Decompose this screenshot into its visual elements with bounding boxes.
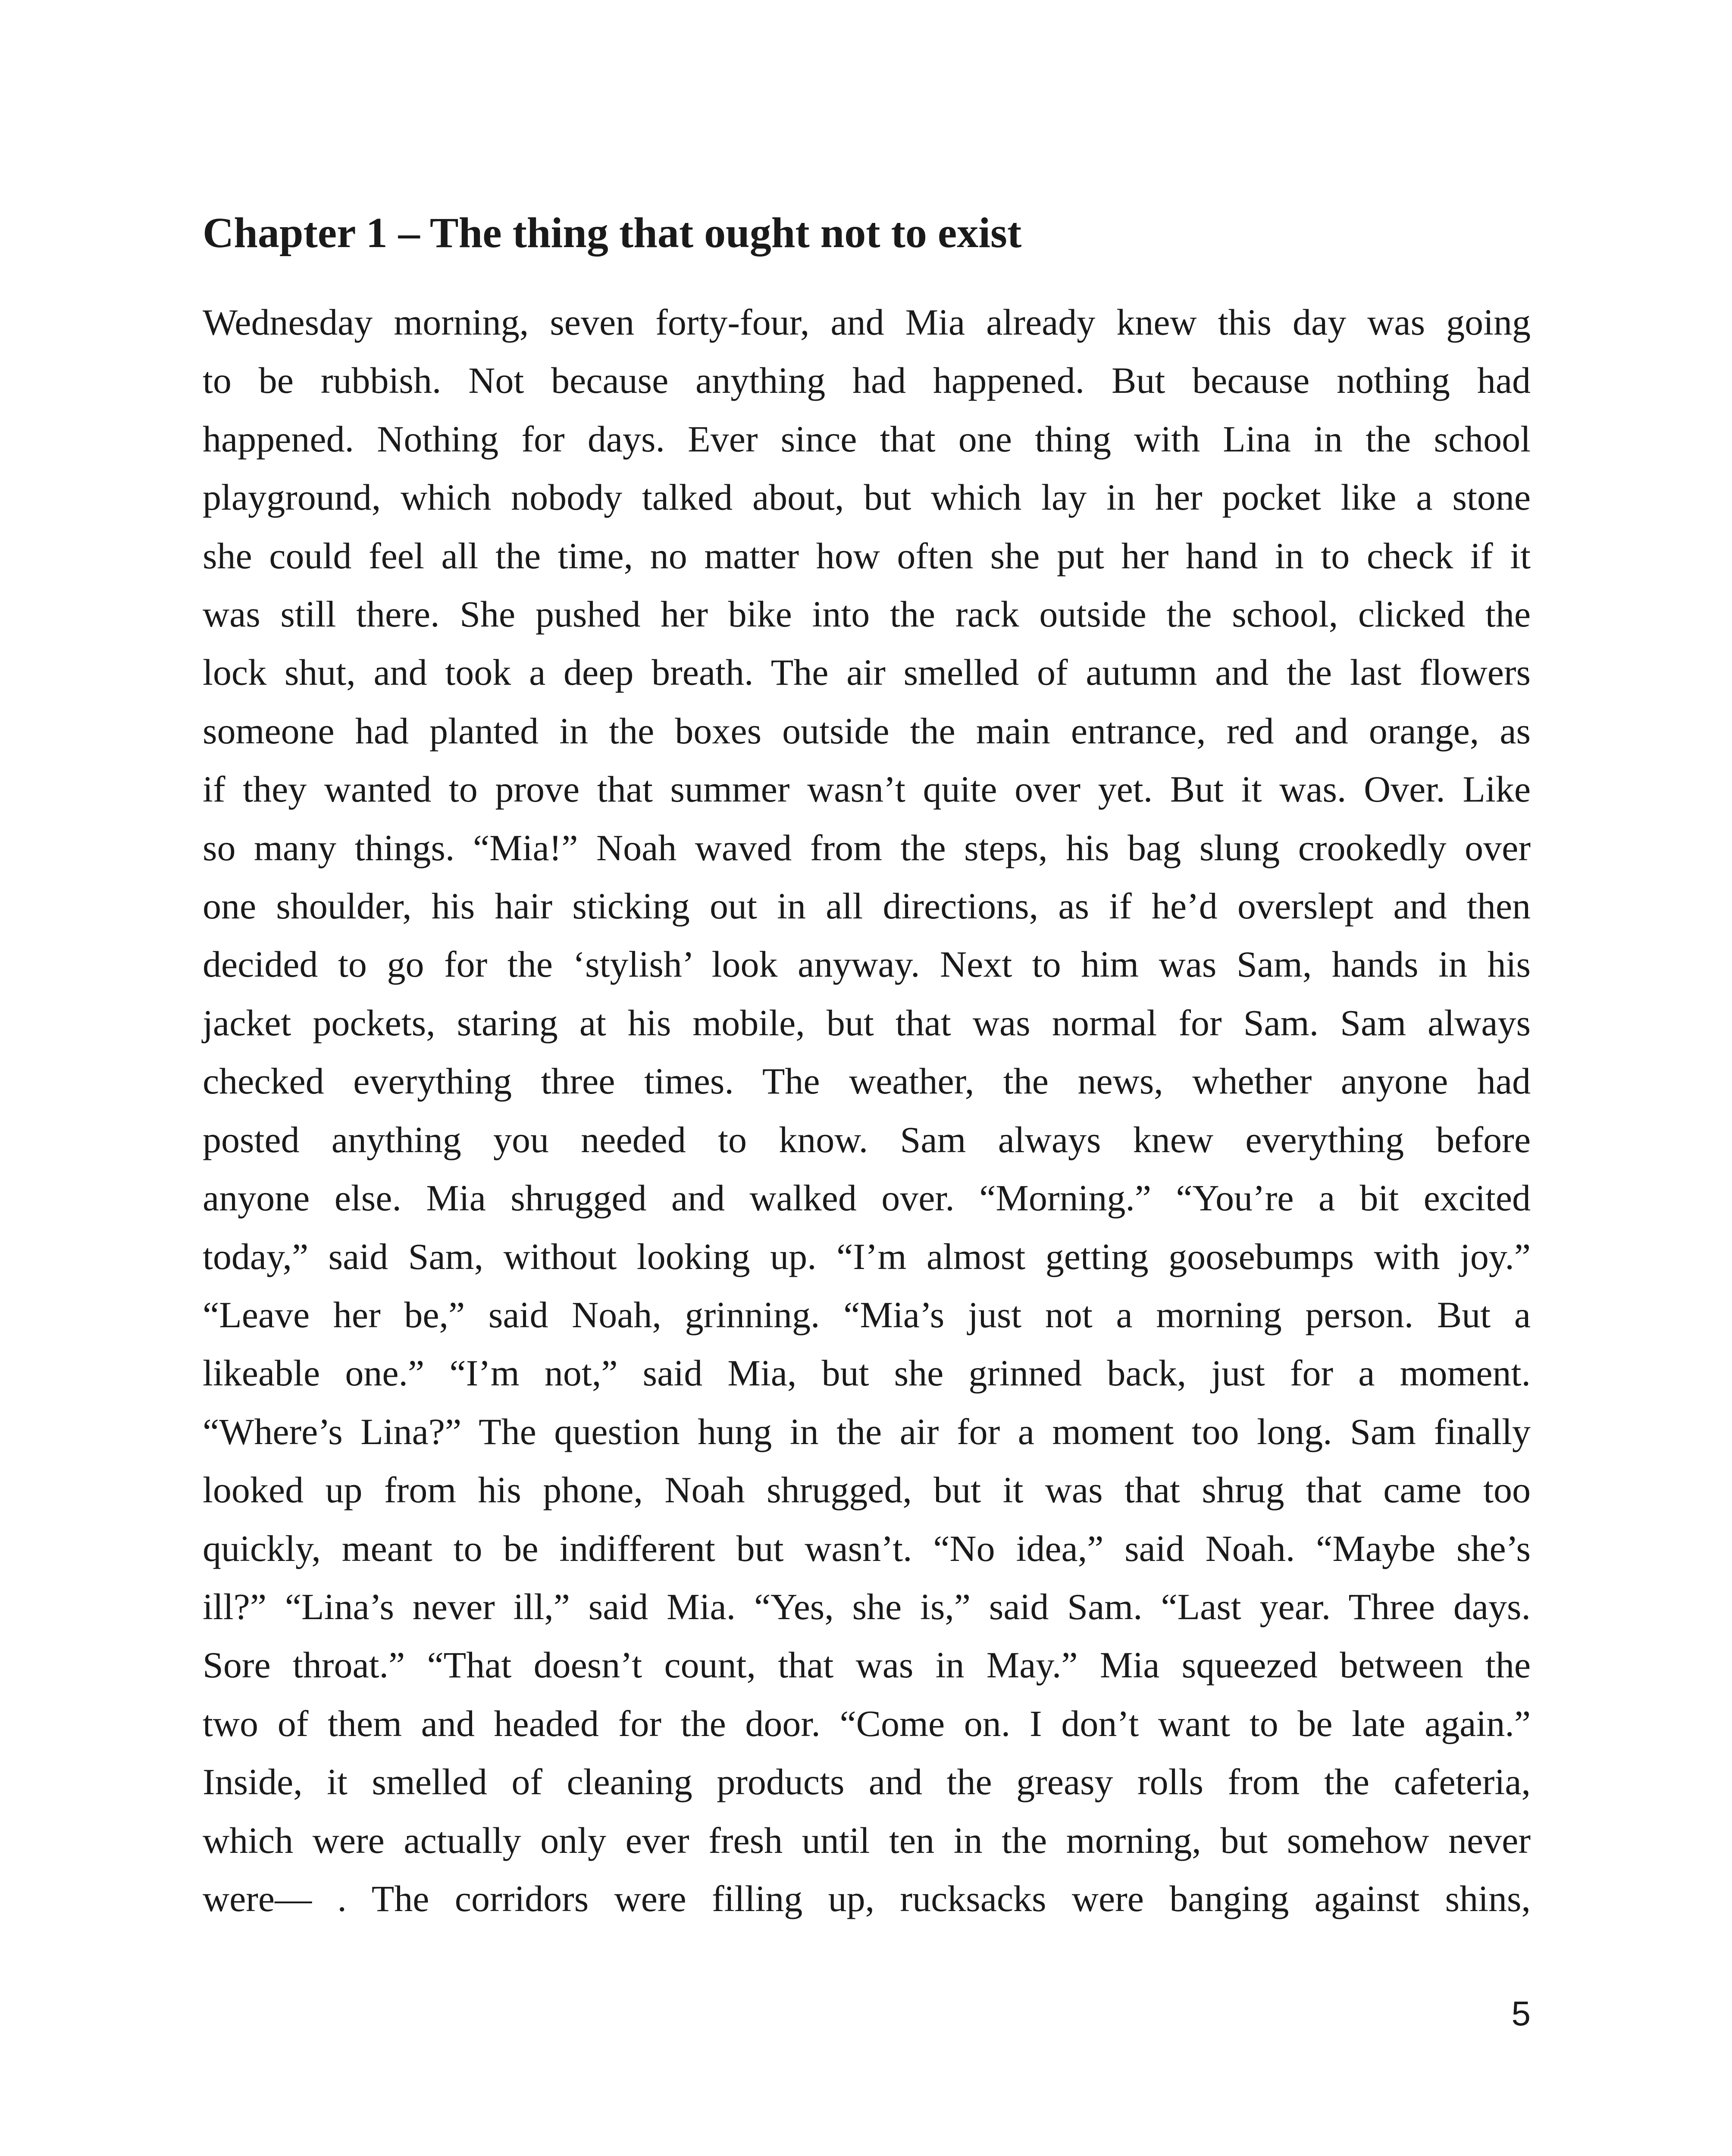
body-line: happened. Nothing for days. Ever since that one thing with Lina in the school bbox=[203, 418, 1531, 460]
body-line: “Where’s Lina?” The question hung in the air for a moment too long. Sam finally bbox=[203, 1410, 1531, 1452]
body-line: which were actually only ever fresh until ten in the morning, but somehow never bbox=[203, 1819, 1531, 1861]
chapter-title: Chapter 1 – The thing that ought not to exist bbox=[203, 209, 1022, 257]
body-line: Wednesday morning, seven forty-four, and Mia already knew this day was going bbox=[203, 301, 1531, 343]
body-line: if they wanted to prove that summer wasn’t quite over yet. But it was. Over. Like bbox=[203, 768, 1531, 810]
body-line: she could feel all the time, no matter how often she put her hand in to check if it bbox=[203, 535, 1531, 577]
body-line: checked everything three times. The weather, the news, whether anyone had bbox=[203, 1060, 1531, 1102]
body-line: today,” said Sam, without looking up. “I’m almost getting goosebumps with joy.” bbox=[203, 1235, 1531, 1277]
body-text bbox=[203, 293, 1531, 1928]
page-number: 5 bbox=[1511, 1994, 1531, 2033]
body-line: Inside, it smelled of cleaning products and the greasy rolls from the cafeteria, bbox=[203, 1761, 1531, 1803]
body-line: jacket pockets, staring at his mobile, but that was normal for Sam. Sam always bbox=[203, 1002, 1531, 1044]
body-line: likeable one.” “I’m not,” said Mia, but she grinned back, just for a moment. bbox=[203, 1352, 1531, 1394]
body-line: lock shut, and took a deep breath. The air smelled of autumn and the last flowers bbox=[203, 652, 1531, 693]
body-line: quickly, meant to be indifferent but wasn’t. “No idea,” said Noah. “Maybe she’s bbox=[203, 1527, 1531, 1569]
body-line: someone had planted in the boxes outside the main entrance, red and orange, as bbox=[203, 710, 1531, 752]
body-line: posted anything you needed to know. Sam always knew everything before bbox=[203, 1119, 1531, 1160]
body-line: one shoulder, his hair sticking out in all directions, as if he’d overslept and then bbox=[203, 885, 1531, 927]
body-line: Sore throat.” “That doesn’t count, that was in May.” Mia squeezed between the bbox=[203, 1644, 1531, 1686]
body-line: were— . The corridors were filling up, rucksacks were banging against shins, bbox=[203, 1877, 1531, 1919]
body-line: was still there. She pushed her bike into the rack outside the school, clicked the bbox=[203, 593, 1531, 635]
body-line: decided to go for the ‘stylish’ look anyway. Next to him was Sam, hands in his bbox=[203, 943, 1531, 985]
body-line: to be rubbish. Not because anything had happened. But because nothing had bbox=[203, 360, 1531, 401]
body-line: two of them and headed for the door. “Come on. I don’t want to be late again.” bbox=[203, 1702, 1531, 1744]
body-line: so many things. “Mia!” Noah waved from the steps, his bag slung crookedly over bbox=[203, 827, 1531, 868]
body-line: looked up from his phone, Noah shrugged, but it was that shrug that came too bbox=[203, 1469, 1531, 1511]
body-line: playground, which nobody talked about, but which lay in her pocket like a stone bbox=[203, 476, 1531, 518]
body-line: “Leave her be,” said Noah, grinning. “Mia’s just not a morning person. But a bbox=[203, 1294, 1531, 1335]
body-line: anyone else. Mia shrugged and walked over. “Morning.” “You’re a bit excited bbox=[203, 1177, 1531, 1219]
body-line: ill?” “Lina’s never ill,” said Mia. “Yes, she is,” said Sam. “Last year. Three days. bbox=[203, 1586, 1531, 1627]
